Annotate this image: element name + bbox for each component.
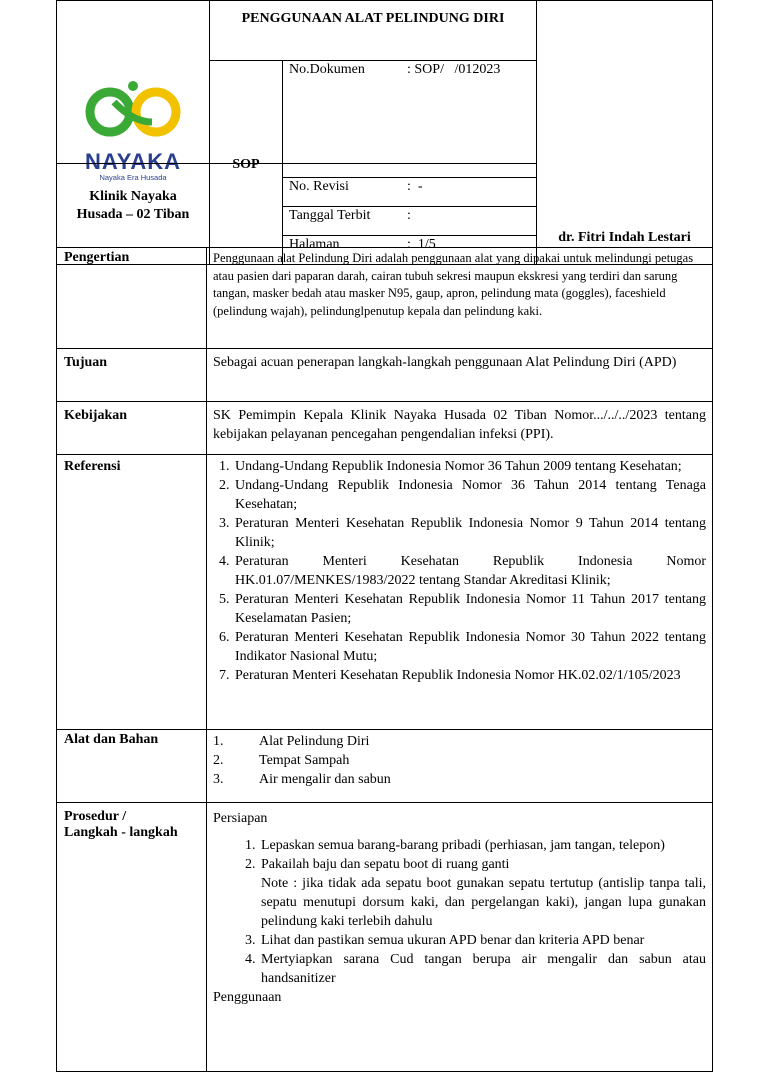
list-item: 1. Undang-Undang Republik Indonesia Nomor 36 Tahun 2009 tentang Kesehatan; xyxy=(233,457,706,476)
referensi-list xyxy=(213,457,706,685)
persiapan-heading: Persiapan xyxy=(213,811,268,826)
list-item xyxy=(213,770,706,789)
pengertian-text: Penggunaan alat Pelindung Diri adalah penggunaan alat yang dipakai untuk melindungi petugas atau pasien dari paparan darah, cairan tubuh sekresi maupun ekskresi yang terdiri dan sarung tangan, masker bedah atau masker N95, gaup, apron, pelindung mata (goggles), faceshield (pelindung wajah), pelindunglpenutup kepala dan pelindung kaki. xyxy=(207,248,713,349)
clinic-row-table xyxy=(56,163,537,248)
doctor-cell xyxy=(537,1,713,265)
logo-wordmark: NAYAKA xyxy=(84,149,182,174)
meta-row-dokumen xyxy=(283,61,537,178)
item-text: Air mengalir dan sabun xyxy=(259,772,391,787)
list-item: 4. Mertyiapkan sarana Cud tangan berupa air mengalir dan sabun atau handsanitizer xyxy=(259,950,706,988)
section-label: Referensi xyxy=(57,455,207,730)
logo-tagline: Nayaka Era Husada xyxy=(99,173,167,182)
tujuan-text: Sebagai acuan penerapan langkah-langkah penggunaan Alat Pelindung Diri (APD) xyxy=(207,349,713,402)
prosedur-steps xyxy=(213,836,706,988)
section-label: Tujuan xyxy=(57,349,207,402)
meta-key: No.Dokumen xyxy=(289,62,365,77)
meta-value: : SOP/ /012023 xyxy=(407,62,501,77)
item-number: 1. xyxy=(213,734,224,749)
section-label: Kebijakan xyxy=(57,402,207,455)
sop-document xyxy=(56,0,712,1024)
section-kebijakan xyxy=(57,402,713,455)
clinic-name-cell xyxy=(57,164,210,248)
prosedur-label-line1: Prosedur / xyxy=(64,809,127,824)
meta-value: : 1/5 xyxy=(407,237,436,252)
list-item: 2. Undang-Undang Republik Indonesia Nomor 36 Tahun 2014 tentang Tenaga Kesehatan; xyxy=(233,476,706,514)
item-number: 3. xyxy=(213,772,224,787)
list-item: 5. Peraturan Menteri Kesehatan Republik Indonesia Nomor 11 Tahun 2017 tentang Keselamatan Pasien; xyxy=(233,590,706,628)
section-label: Pengertian xyxy=(57,248,207,349)
meta-key: Halaman xyxy=(289,237,340,252)
alat-content xyxy=(207,730,713,803)
section-pengertian xyxy=(57,248,713,349)
meta-value: : xyxy=(407,208,411,223)
list-item: 1. Lepaskan semua barang-barang pribadi (perhiasan, jam tangan, telepon) xyxy=(259,836,706,855)
item-text: Tempat Sampah xyxy=(259,753,350,768)
clinic-name-line1: Klinik Nayaka xyxy=(89,188,177,204)
section-label: Alat dan Bahan xyxy=(57,730,207,803)
item-text: Alat Pelindung Diri xyxy=(259,734,370,749)
section-alat xyxy=(57,730,713,803)
meta-key: No. Revisi xyxy=(289,179,349,194)
section-tujuan xyxy=(57,349,713,402)
step-text: Pakailah baju dan sepatu boot di ruang ganti xyxy=(261,857,510,872)
list-item: 3. Peraturan Menteri Kesehatan Republik Indonesia Nomor 9 Tahun 2014 tentang Klinik; xyxy=(233,514,706,552)
prosedur-content xyxy=(207,803,713,1072)
document-title: PENGGUNAAN ALAT PELINDUNG DIRI xyxy=(210,1,537,61)
list-item: 3. Lihat dan pastikan semua ukuran APD benar dan kriteria APD benar xyxy=(259,931,706,950)
list-item: 4. Peraturan Menteri Kesehatan Republik Indonesia Nomor HK.01.07/MENKES/1983/2022 tentang Standar Akreditasi Klinik; xyxy=(233,552,706,590)
list-item xyxy=(213,751,706,770)
list-item xyxy=(213,732,706,751)
sop-label: SOP xyxy=(210,61,283,265)
referensi-content xyxy=(207,455,713,730)
doctor-name: dr. Fitri Indah Lestari xyxy=(558,230,691,245)
section-prosedur xyxy=(57,803,713,1072)
penggunaan-heading: Penggunaan xyxy=(213,990,282,1005)
section-label xyxy=(57,803,207,1072)
list-item: 7. Peraturan Menteri Kesehatan Republik Indonesia Nomor HK.02.02/1/105/2023 xyxy=(233,666,706,685)
clinic-name-line2: Husada – 02 Tiban xyxy=(76,206,190,222)
list-item xyxy=(259,855,706,931)
prosedur-label-line2: Langkah - langkah xyxy=(64,825,178,840)
sop-body-table xyxy=(56,247,713,1072)
clinic-empty-cell xyxy=(210,164,537,248)
list-item: 6. Peraturan Menteri Kesehatan Republik Indonesia Nomor 30 Tahun 2022 tentang Indikator Nasional Mutu; xyxy=(233,628,706,666)
infinity-logo-icon xyxy=(81,80,185,142)
kebijakan-text: SK Pemimpin Kepala Klinik Nayaka Husada 02 Tiban Nomor.../../../2023 tentang kebijakan pelayanan pencegahan pengendalian infeksi (PPI). xyxy=(207,402,713,455)
meta-key: Tanggal Terbit xyxy=(289,208,371,223)
meta-value: : - xyxy=(407,179,423,194)
step-note: Note : jika tidak ada sepatu boot gunakan sepatu tertutup (antislip tanpa tali, sepatu menutupi dorsum kaki, dan pergelangan kaki), jangan lupa gunakan pelindung kaki terlebih dahulu xyxy=(261,876,706,929)
item-number: 2. xyxy=(213,753,224,768)
section-referensi xyxy=(57,455,713,730)
